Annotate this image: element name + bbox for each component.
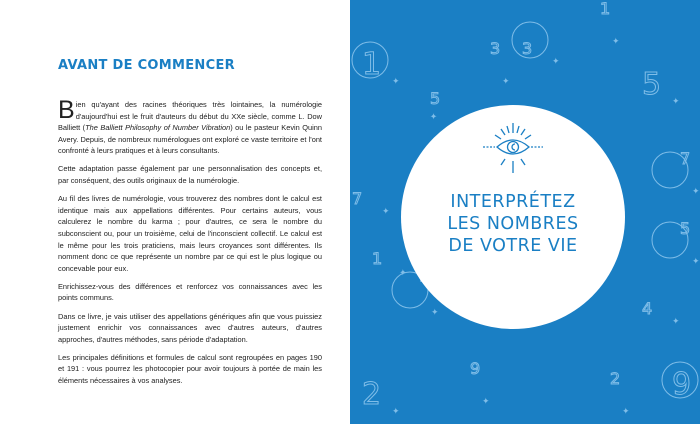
paragraph: Dans ce livre, je vais utiliser des appellations génériques afin que vous puissiez justement enrichir vos connaissances avec d'autres auteurs, d'autres approches, d'autres méthodes, sans période d'adaptation. (58, 311, 322, 344)
title-medallion (401, 105, 625, 329)
star-icon: ✦ (392, 76, 400, 86)
pattern-number: 1 (362, 47, 382, 82)
star-icon: ✦ (672, 316, 680, 326)
paragraph: Cette adaptation passe également par une personnalisation des concepts et, par conséquent, des outils originaux de la numérologie. (58, 164, 322, 186)
pattern-number: 7 (352, 189, 363, 208)
pattern-number: 1 (372, 249, 383, 268)
title-line: DE VOTRE VIE (448, 236, 578, 256)
star-icon: ✦ (692, 256, 700, 266)
paragraph: Au fil des livres de numérologie, vous trouverez des nombres dont le calcul est identique mais aux appellations différentes. Pour certains auteurs, vous calculerez le nombre du karma ; pour d'autres, ce sera le nombre du subconscient ou, pour un troisième, celui de l'inconscient collectif. Le calcul est le même pour les trois praticiens, mais leurs croyances sont différentes. Ils nomment donc ce que représente un nombre par ce qui est le plus logique ou concevable pour eux. (58, 194, 322, 273)
star-icon: ✦ (502, 76, 510, 86)
paragraph-text: ) ou le pasteur Kevin Quinn Avery. Depuis, de nombreux numérologues ont exploré ce vaste territoire et l'ont confronté à leurs pratiques et à leurs consultants. (58, 123, 323, 156)
pattern-number: 7 (680, 149, 691, 168)
pattern-number: 5 (642, 67, 662, 102)
section-title: AVANT DE COMMENCER (58, 58, 235, 73)
pattern-number: 2 (362, 377, 382, 412)
star-icon: ✦ (392, 406, 400, 416)
right-page (350, 0, 700, 424)
star-icon: ✦ (430, 307, 439, 318)
pattern-number: 5 (680, 219, 691, 238)
star-icon: ✦ (552, 56, 560, 66)
drop-cap: B (58, 96, 75, 124)
pattern-number: 1 (600, 0, 611, 18)
paragraph: Les principales définitions et formules de calcul sont regroupées en pages 190 et 191 : vous pourrez les photocopier pour avoir toujours à portée de main les éléments nécessaires à vos analyses. (58, 352, 322, 385)
star-icon: ✦ (429, 111, 438, 122)
paragraph (58, 96, 323, 157)
pattern-number: 4 (642, 299, 653, 318)
star-icon: ✦ (692, 186, 700, 196)
paragraph: Enrichissez-vous des différences et renforcez vos connaissances avec les points communs. (58, 281, 322, 303)
star-icon: ✦ (622, 406, 630, 416)
pattern-number: 5 (430, 89, 441, 108)
pattern-number: 2 (610, 369, 621, 388)
pattern-number: 3 (490, 39, 501, 58)
cover-title (401, 191, 625, 257)
pattern-number: 3 (522, 39, 533, 58)
book-title: The Balliett Philosophy of Number Vibration (85, 123, 231, 133)
title-line: LES NOMBRES (447, 214, 579, 234)
title-line: INTERPRÉTEZ (450, 192, 576, 212)
star-icon: ✦ (672, 96, 680, 106)
star-icon: ✦ (612, 36, 620, 46)
star-icon: ✦ (482, 396, 490, 406)
paragraph-text: ien qu'ayant des racines théoriques très lointaines, la numérologie d'aujourd'hui est le fruit d'auteurs du début du XXe siècle, comme L. Dow Balliett ( (58, 100, 322, 133)
star-icon: ✦ (399, 267, 407, 278)
radiant-eye-icon (483, 123, 543, 173)
pattern-number: 9 (470, 359, 481, 378)
body-text (58, 96, 323, 393)
pattern-number: 9 (672, 367, 692, 402)
star-icon: ✦ (382, 206, 390, 216)
